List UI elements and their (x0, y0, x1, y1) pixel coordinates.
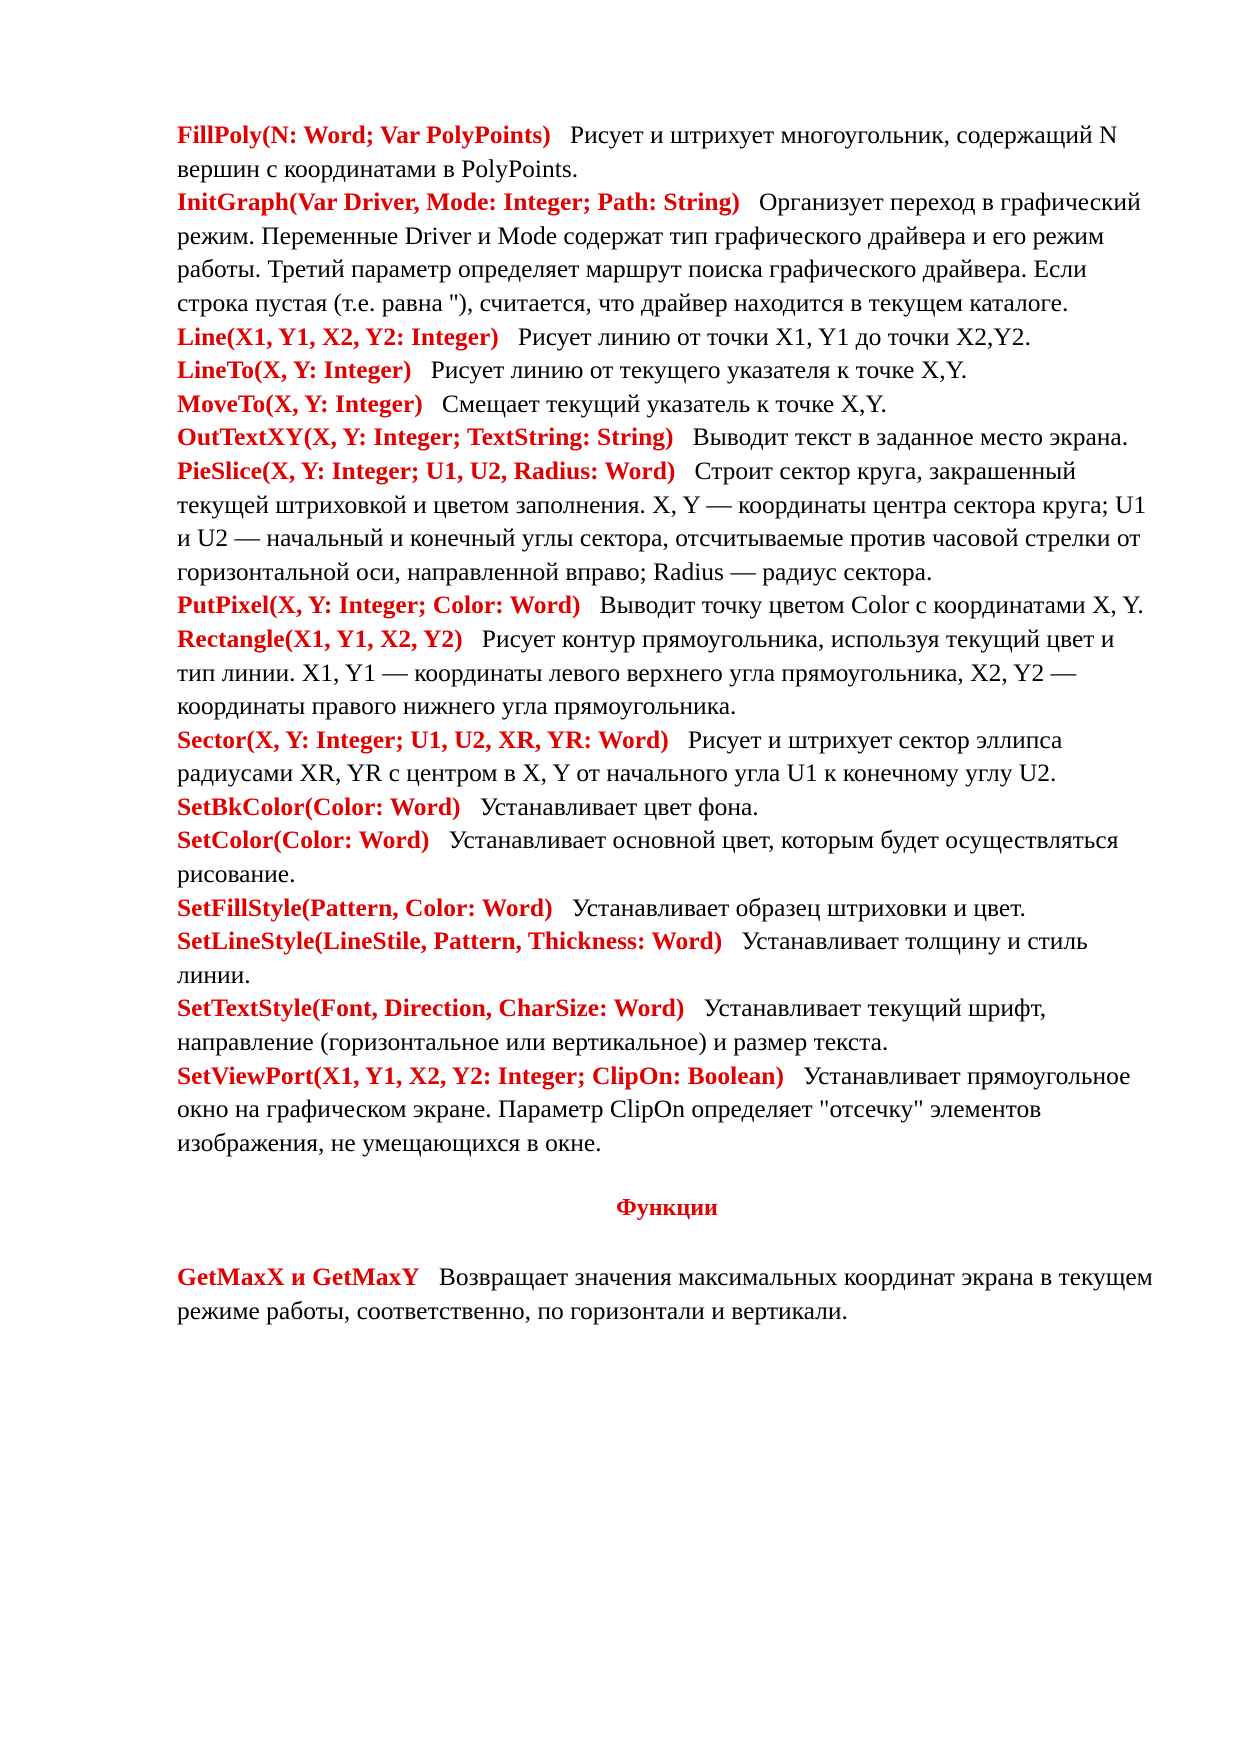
entry-description: Рисует линию от точки X1, Y1 до точки X2,Y2. (517, 321, 1031, 351)
entry-setviewport (177, 1059, 1157, 1160)
section-heading: Функции (616, 1195, 718, 1222)
entry-line (177, 320, 1157, 354)
entry-signature: OutTextXY(X, Y: Integer; TextString: String) (177, 422, 674, 452)
entry-settextstyle (177, 991, 1157, 1058)
entry-getmaxx-getmaxy (177, 1260, 1157, 1327)
entry-signature: MoveTo(X, Y: Integer) (177, 388, 423, 418)
entry-description: Выводит точку цветом Color с координатами X, Y. (599, 590, 1144, 620)
entry-description: Рисует контур прямоугольника, используя текущий цвет и тип линии. X1, Y1 — координаты левого верхнего угла прямоугольника, X2, Y2 — координаты правого нижнего угла прямоугольника. (177, 623, 1115, 721)
entry-signature: SetViewPort(X1, Y1, X2, Y2: Integer; ClipOn: Boolean) (177, 1060, 784, 1090)
entry-signature: Sector(X, Y: Integer; U1, U2, XR, YR: Word) (177, 724, 669, 754)
entry-description: Устанавливает толщину и стиль линии. (177, 926, 1088, 989)
entry-description: Организует переход в графический режим. Переменные Driver и Mode содержат тип графического драйвера и его режим работы. Третий параметр определяет маршрут поиска графического драйвера. Если строка пустая (т.е. равна ''), считается, что драйвер находится в текущем каталоге. (177, 187, 1141, 317)
entry-description: Возвращает значения максимальных координат экрана в текущем режиме работы, соответственно, по горизонтали и вертикали. (177, 1262, 1153, 1325)
functions-list (177, 1260, 1157, 1327)
entry-signature: Rectangle(X1, Y1, X2, Y2) (177, 623, 463, 653)
entry-setlinestyle (177, 924, 1157, 991)
entry-description: Рисует и штрихует многоугольник, содержащий N вершин с координатами в PolyPoints. (177, 120, 1118, 183)
entry-description: Рисует и штрихует сектор эллипса радиусами XR, YR с центром в X, Y от начального угла U1 к конечному углу U2. (177, 724, 1063, 788)
entry-description: Устанавливает цвет фона. (479, 791, 759, 821)
document-body (177, 118, 1157, 1327)
entry-signature: SetColor(Color: Word) (177, 825, 430, 855)
entry-signature: InitGraph(Var Driver, Mode: Integer; Path: String) (177, 187, 740, 217)
entry-signature: LineTo(X, Y: Integer) (177, 355, 412, 385)
entry-lineto (177, 353, 1157, 387)
entry-fillpoly (177, 118, 1157, 185)
entry-outtextxy (177, 420, 1157, 454)
entry-signature: PieSlice(X, Y: Integer; U1, U2, Radius: Word) (177, 455, 676, 485)
entry-sector (177, 723, 1157, 790)
entry-description: Выводит текст в заданное место экрана. (692, 422, 1129, 452)
entry-description: Устанавливает образец штриховки и цвет. (571, 892, 1026, 922)
entry-description: Смещает текущий указатель к точке X,Y. (441, 388, 887, 418)
entry-setfillstyle (177, 891, 1157, 925)
entry-description: Устанавливает прямоугольное окно на графическом экране. Параметр ClipOn определяет "отсечку" элементов изображения, не умещающихся в окне. (177, 1060, 1131, 1157)
entry-initgraph (177, 185, 1157, 319)
entry-signature: FillPoly(N: Word; Var PolyPoints) (177, 120, 551, 149)
entry-signature: GetMaxX и GetMaxY (177, 1262, 420, 1291)
entry-signature: SetTextStyle(Font, Direction, CharSize: Word) (177, 993, 685, 1023)
entry-setcolor (177, 823, 1157, 890)
entry-description: Устанавливает основной цвет, которым будет осуществляться рисование. (177, 825, 1119, 889)
entry-signature: Line(X1, Y1, X2, Y2: Integer) (177, 321, 499, 351)
entry-description: Строит сектор круга, закрашенный текущей штриховкой и цветом заполнения. X, Y — координаты центра сектора круга; U1 и U2 — начальный и конечный углы сектора, отсчитываемые против часовой стрелки от горизонтальной оси, направленной вправо; Radius — радиус сектора. (177, 455, 1147, 586)
entry-signature: PutPixel(X, Y: Integer; Color: Word) (177, 590, 581, 620)
entry-moveto (177, 387, 1157, 421)
entry-signature: SetFillStyle(Pattern, Color: Word) (177, 892, 553, 922)
procedures-list (177, 118, 1157, 1159)
entry-description: Рисует линию от текущего указателя к точке X,Y. (430, 355, 968, 385)
entry-setbkcolor (177, 790, 1157, 824)
entry-rectangle (177, 622, 1157, 723)
entry-pieslice (177, 454, 1157, 588)
entry-signature: SetLineStyle(LineStile, Pattern, Thickness: Word) (177, 926, 723, 956)
entry-description: Устанавливает текущий шрифт, направление (горизонтальное или вертикальное) и размер текста. (177, 993, 1047, 1057)
entry-putpixel (177, 588, 1157, 622)
entry-signature: SetBkColor(Color: Word) (177, 791, 461, 821)
